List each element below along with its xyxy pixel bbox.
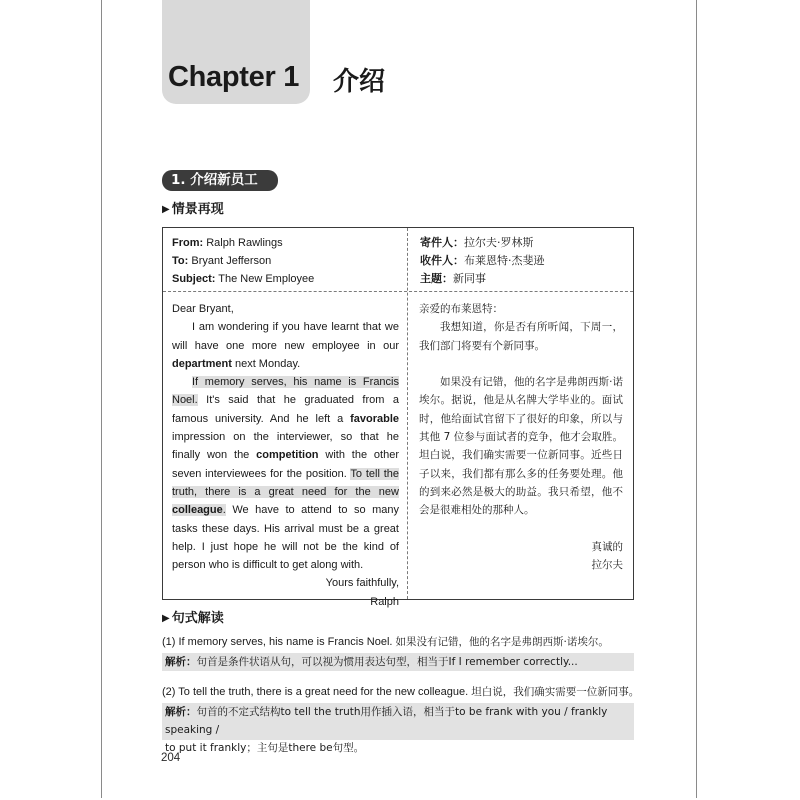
p1-text-a: I am wondering if you have learnt that we will have one more new employee in our [172,321,399,352]
subject-value: The New Employee [218,273,315,285]
email-from [172,236,283,250]
header-divider [163,291,633,292]
p1-text-b: next Monday. [231,357,301,370]
analysis-text-2b: to put it frankly；主句是there be句型。 [165,742,365,754]
highlight-sentence-1: If memory serves, his name is Francis Noel. [172,376,399,407]
closing: Yours faithfully, [325,577,399,590]
chapter-title: 介绍 [333,67,386,97]
to-value-cn: 布莱恩特·杰斐逊 [464,254,545,267]
email-to [172,254,271,268]
paragraph-2-cn: 如果没有记错，他的名字是弗朗西斯·诺埃尔。据说，他是从名牌大学毕业的。面试时，他给面试官留下了很好的印象，所以与其他 7 位参与面试者的竞争，他才会取胜。坦白说，我们确实需要一位新同事。近些日子以来，我们都有那么多的任务要处理。他的到来必然是极大的助益。我只希望，他不会是很难相处的那种人。 [419,376,623,517]
greeting: Dear Bryant, [172,303,234,315]
sentence-2-cn: 坦白说，我们确实需要一位新同事。 [471,686,640,698]
highlight-2-period: . [222,504,226,517]
section-title: 1. 介绍新员工 [162,170,278,191]
email-body-cn [419,300,623,574]
closing-cn: 真诚的 [591,540,623,553]
column-divider [407,228,408,599]
email-box [162,227,634,608]
analysis-text-2a: 句首的不定式结构to tell the truth用作插入语，相当于to be frank with you / frankly speaking / [165,706,608,736]
p2-text-c: with the other seven interviewees for the position. [172,449,400,480]
sentence-1-cn: 如果没有记错，他的名字是弗朗西斯·诺埃尔。 [395,636,609,648]
keyword-competition: competition [256,449,319,462]
paragraph-gap [419,355,623,373]
email-subject-cn [420,272,486,286]
from-value-cn: 拉尔夫·罗林斯 [464,236,534,249]
analysis-note-2 [162,703,634,754]
email-body-en [172,300,399,611]
to-value: Bryant Jefferson [191,255,272,267]
from-label-cn: 寄件人： [420,236,464,249]
paragraph-1 [172,318,399,373]
email-to-cn [420,254,545,268]
sentence-1-en: (1) If memory serves, his name is Francis Noel. [162,636,393,648]
p2-text-a: It's said that he graduated from a famous university. And he left a [172,394,399,425]
keyword-colleague: colleague [172,504,223,517]
analysis-note-1 [162,653,634,671]
scene-heading-text: 情景再现 [171,202,224,217]
email-from-cn [420,236,534,250]
scene-heading [162,202,224,219]
triangle-bullet-icon: ▶ [162,204,170,215]
p2-text-d: We have to attend to so many tasks these days. His arrival must be a great help. I just hope he will not be the kind of person who is difficult to get along with. [172,504,399,572]
paragraph-2 [172,373,399,574]
analysis-sentence-1 [162,634,609,650]
paragraph-1-cn: 我想知道，你是否有所听闻，下周一，我们部门将要有个新同事。 [419,321,623,352]
p2-text-b: impression on the interviewer, so that he finally won the [172,431,399,462]
to-label-cn: 收件人： [420,254,464,267]
analysis-text-1: 句首是条件状语从句，可以视为惯用表达句型，相当于If I remember correctly... [196,656,578,668]
page-number: 204 [161,752,181,764]
paragraph-gap [419,520,623,538]
analysis-heading-text: 句式解读 [171,611,224,626]
analysis-label: 解析： [165,706,197,718]
greeting-cn: 亲爱的布莱恩特： [419,303,503,315]
subject-value-cn: 新同事 [453,272,486,285]
keyword-department: department [172,357,232,370]
email-subject [172,272,314,286]
highlight-2-text: To tell the truth, there is a great need for the new [172,467,399,498]
subject-label-cn: 主题： [420,272,453,285]
analysis-sentence-2 [162,684,639,700]
keyword-favorable: favorable [350,412,399,425]
to-label: To: [172,255,189,267]
analysis-label: 解析： [165,656,197,668]
from-label: From: [172,237,204,249]
analysis-line-a [165,703,634,739]
from-value: Ralph Rawlings [206,237,283,249]
sentence-2-en: (2) To tell the truth, there is a great need for the new colleague. [162,686,469,698]
chapter-label: Chapter 1 [168,61,300,93]
subject-label: Subject: [172,273,216,285]
triangle-bullet-icon: ▶ [162,613,170,624]
signature: Ralph [370,595,399,608]
analysis-heading [162,611,224,628]
signature-cn: 拉尔夫 [591,559,623,572]
